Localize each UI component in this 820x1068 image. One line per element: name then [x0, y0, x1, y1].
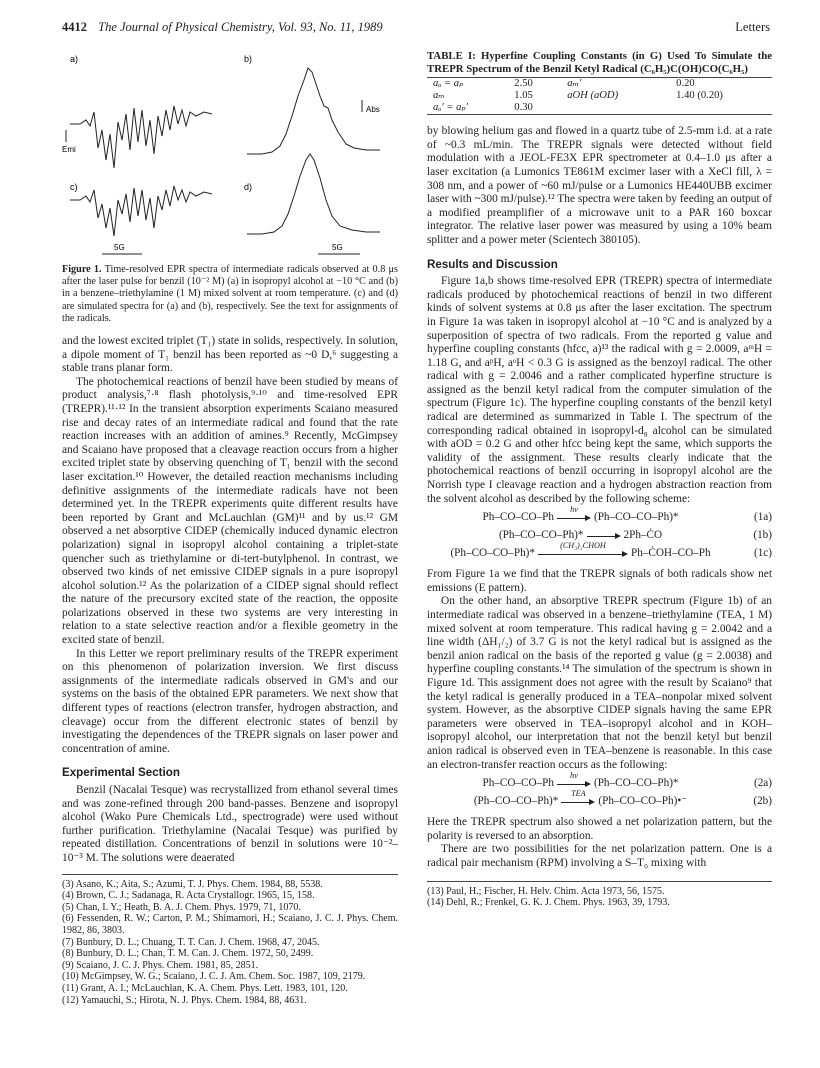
equation-number: (1a) — [753, 511, 772, 524]
paragraph: The photochemical reactions of benzil have been studied by means of product analysis,⁷·⁸ flash photolysis,⁹·¹⁰ and time-resolved EPR (TREPR).¹¹·¹² In the transient absorption experiments Scaiano measured rise and decay rates of an intermediate radical and found that the rate reaction increases with an addition of amines.⁹ Recently, McGimpsey and Scaiano have proposed that a cleavage reaction occurs from a higher excited triplet state by observing quenching of T₁ benzil with the second laser excitation.¹⁰ However, the detailed reaction mechanisms including definitive assignments of the intermediate radicals have not been determined yet. In the TREPR experiments quite different results have been reported by Grant and McLauchlan (GM)¹¹ and by us.¹² GM observed a net absorptive CIDEP (chemically induced dynamic electron polarization) signal in isopropyl alcohol containing a triplet-state quencher such as triethylamine or di-tert-butylphenol. In contrast, we observed two kinds of net emissive CIDEP signals in a pure isopropyl alcohol solution.¹² As the polarization of a CIDEP signal should reflect the nature of the precursory excited state of the reaction, the opposite polarizations observed in these two systems are very interesting in relation to a state selective reaction and/or a flexible geometry in the excited state of benzil. — [62, 375, 398, 647]
figure-caption — [62, 264, 398, 325]
reference: (9) Scaiano, J. C. J. Phys. Chem. 1981, 85, 2851. — [62, 959, 259, 971]
arrow-label: (CH₃)₂CHOH — [560, 540, 606, 550]
paragraph: From Figure 1a we find that the TREPR signals of both radicals show net emissions (E pattern). — [427, 568, 772, 594]
reaction-scheme-1 — [427, 504, 772, 564]
table-row — [427, 102, 772, 115]
label-abs: Abs — [366, 105, 380, 114]
table-cell: aₒ = aₚ — [433, 78, 464, 90]
reaction-scheme-2 — [427, 770, 772, 812]
paragraph: Figure 1a,b shows time-resolved EPR (TREPR) spectra of intermediate radicals produced by photochemical reactions of benzil in two different kinds of solvent systems at 0.8 μs after the laser excitation. The spectrum in Figure 1a was taken in isopropyl alcohol at −10 °C and is analyzed by a superposition of spectra of two radicals. From the reported g value and hyperfine coupling constants (hfcc, a)¹³ the radical with g = 2.0009, aᵐH = 1.18 G, and aᵖH, aᵒH < 0.3 G is assigned as the benzoyl radical. The other radical with g = 2.0046 and a rather complicated hyperfine structure is assigned as the benzil ketyl radical from the computer simulation of the spectrum (Figure 1c). The hyperfine coupling constants of the benzil ketyl radical are determined as summarized in Table I. The spectrum of the corresponding radical obtained in isopropyl-d₈ alcohol can be simulated with aOD = 0.2 G and other hfcc being kept the same, which supports the validity of the assignment. These results clearly indicate that the photochemical reactions of benzil occurring in isopropyl alcohol are the Norrish type I cleavage reaction and a hydrogen abstraction reaction from the solvent alcohol as described by the following scheme: — [427, 275, 772, 505]
table-cell: aₒ′ = aₚ′ — [433, 102, 468, 114]
panel-label-b: b) — [244, 54, 253, 64]
panel-label-c: c) — [70, 182, 78, 192]
table-cell: aOH (aOD) — [567, 90, 619, 102]
arrow-label: hν — [570, 770, 578, 780]
reference: (8) Bunbury, D. L.; Chan, T. M. Can. J. Chem. 1972, 50, 2499. — [62, 948, 314, 960]
figure-1-spectra — [62, 50, 398, 260]
product: (Ph–CO–CO–Ph)* — [593, 777, 679, 790]
arrow-label: TEA — [571, 788, 586, 798]
journal-title: The Journal of Physical Chemistry, Vol. 93, No. 11, 1989 — [98, 20, 383, 34]
caption-label: Figure 1. — [62, 264, 102, 275]
equation-2b — [427, 788, 772, 812]
equation-number: (1c) — [753, 547, 772, 560]
reference: (7) Bunbury, D. L.; Chuang, T. T. Can. J. Chem. 1968, 47, 2045. — [62, 936, 320, 948]
section-heading-results: Results and Discussion — [427, 257, 558, 271]
equation-1a — [427, 504, 772, 528]
equation-number: (1b) — [753, 529, 772, 542]
left-column — [62, 50, 398, 1006]
paragraph: and the lowest excited triplet (T₁) state in solids, respectively. In solution, a dipole moment of T₁ benzil has been reported as ~0 D,⁶ suggesting a stable trans planar form. — [62, 335, 398, 375]
table-cell: 0.30 — [514, 102, 533, 114]
equation-number: (2b) — [753, 795, 772, 808]
reference: (12) Yamauchi, S.; Hirota, N. J. Phys. Chem. 1984, 88, 4631. — [62, 994, 307, 1006]
arrow-label: hν — [570, 504, 578, 514]
product: (Ph–CO–CO–Ph)•⁻ — [598, 795, 688, 808]
equation-number: (2a) — [753, 777, 772, 790]
reactant: (Ph–CO–CO–Ph)* — [498, 529, 584, 542]
paragraph: In this Letter we report preliminary results of the TREPR experiment on this phenomenon of polarization inversion. We first discuss assignments of the intermediate radicals observed in GM's and our systems on the basis of the obtained EPR parameters. We next show that different types of reactions (electron transfer, hydrogen abstraction, and cleavage) occur from the different electronic states of benzil by investigating the dependences of the TREPR signals on laser power and concentration of amine. — [62, 647, 398, 755]
references-right — [427, 881, 772, 909]
table-cell: 1.05 — [514, 90, 533, 102]
reaction-arrow — [561, 788, 595, 807]
table-cell: aₘ — [433, 90, 445, 102]
header-left — [62, 20, 383, 35]
reference: (3) Asano, K.; Aita, S.; Azumi, T. J. Phys. Chem. 1984, 88, 5538. — [62, 878, 323, 890]
reactant: (Ph–CO–CO–Ph)* — [473, 795, 559, 808]
table-row — [427, 78, 772, 91]
right-column — [427, 50, 772, 909]
spectrum-d — [247, 154, 380, 234]
paragraph: by blowing helium gas and flowed in a quartz tube of 2.5-mm i.d. at a rate of ~0.3 mL/min. The TREPR signals were detected without field modulation with a JEOL-FE3X EPR spectrometer at 0.4–1.0 μs after a laser excitation (a Lumonics TE861M excimer laser with a XeCl fill, λ = 308 nm, and a power of ~60 mJ/pulse or a Lumonics HE440UBB excimer laser with ~300 mJ/pulse).¹² The spectra were taken by feeding an output of a modified preamplifier of a microwave unit to a PAR 160 boxcar integrator. The relative laser power was measured by using a 10% beam splitter and a power meter (Scientech 380105). — [427, 125, 772, 246]
reaction-arrow — [538, 540, 628, 559]
equation-1c — [427, 540, 772, 564]
panel-label-a: a) — [70, 54, 79, 64]
scale-label-right: 5G — [332, 243, 343, 252]
figure-1 — [62, 50, 398, 260]
table-cell — [561, 102, 670, 115]
hfc-table — [427, 77, 772, 115]
panel-label-d: d) — [244, 182, 253, 192]
caption-text: Time-resolved EPR spectra of intermediate radicals observed at 0.8 μs after the laser pulse for benzil (10⁻² M) (a) in isopropyl alcohol at −10 °C and (b) in a benzene–triethylamine (1 M) mixed solvent at room temperature. (c) and (d) are simulated spectra for (a) and (b), respectively. See the text for assignments of the radicals. — [62, 264, 398, 324]
label-emi: Emi — [62, 145, 76, 154]
page-number: 4412 — [62, 20, 87, 34]
reference: (14) Dehl, R.; Frenkel, G. K. J. Chem. Phys. 1963, 39, 1793. — [427, 897, 670, 909]
reaction-arrow — [557, 504, 591, 523]
reference: (13) Paul, H.; Fischer, H. Helv. Chim. Acta 1973, 56, 1575. — [427, 885, 665, 897]
references-left — [62, 874, 398, 1007]
reference: (11) Grant, A. I.; McLauchlan, K. A. Chem. Phys. Lett. 1983, 101, 120. — [62, 982, 348, 994]
reference: (10) McGimpsey, W. G.; Scaiano, J. C. J. Am. Chem. Soc. 1987, 109, 2179. — [62, 971, 366, 983]
equation-2a — [427, 770, 772, 794]
product: 2Ph–ĊO — [623, 529, 663, 542]
section-label: Letters — [735, 20, 770, 34]
product: Ph–ĊOH–CO–Ph — [630, 547, 711, 560]
paragraph: There are two possibilities for the net polarization pattern. One is a radical pair mechanism (RPM) involving a S–T₀ mixing with — [427, 843, 772, 869]
table-cell: 1.40 (0.20) — [676, 90, 723, 102]
reactant: Ph–CO–CO–Ph — [482, 511, 554, 524]
scale-label-left: 5G — [114, 243, 125, 252]
reactant: (Ph–CO–CO–Ph)* — [450, 547, 535, 560]
reference: (5) Chan, I. Y.; Heath, B. A. J. Chem. Phys. 1979, 71, 1070. — [62, 901, 301, 913]
reference: (4) Brown, C. J.; Sadanaga, R. Acta Crystallogr. 1965, 15, 158. — [62, 890, 315, 902]
running-header — [62, 20, 770, 38]
reference: (6) Fessenden, R. W.; Carton, P. M.; Shimamori, H.; Scaiano, J. C. J. Phys. Chem. 1982, 86, 3803. — [62, 913, 398, 936]
spectrum-b — [247, 68, 380, 154]
paragraph: Here the TREPR spectrum also showed a net polarization pattern, but the polarity is reversed to an absorption. — [427, 816, 772, 842]
table-cell: aₘ′ — [567, 78, 582, 90]
spectrum-a — [70, 106, 212, 168]
paragraph: Benzil (Nacalai Tesque) was recrystallized from ethanol several times and was zone-refined through 200 band-passes. Benzene and isopropyl alcohol (Wako Pure Chemicals Ltd., spectrograde) were used without further purification. Triethylamine (Nacalai Tesque) was purified by repeated distillation. Concentrations of benzil in solutions were 10⁻²–10⁻³ M. The solutions were deaerated — [62, 784, 398, 864]
table-cell: 2.50 — [514, 78, 533, 90]
table-cell — [670, 102, 772, 115]
section-heading-experimental: Experimental Section — [62, 766, 180, 780]
paragraph: On the other hand, an absorptive TREPR spectrum (Figure 1b) of an intermediate radical was observed in a benzene–triethylamine (TEA, 1 M) mixed solvent at room temperature. This radical having g = 2.0042 and a line width (ΔH₁/₂) of 3.7 G is not the ketyl radical but is assigned as the benzil anion radical on the basis of the reported g value (g = 2.0038) and hyperfine coupling constants.¹⁴ The simulation of the spectrum is shown in Figure 1d. This assignment does not agree with the result by Scaiano⁹ that the ketyl radical is generally produced in a TEA–nonpolar mixed solvent system. However, as the absorptive CIDEP signals having the same EPR parameters were observed in TEA–isopropyl alcohol and in KOH–isopropyl alcohol, our interpretation that not the benzil ketyl but benzil anion radical is observed even in TEA–benzene is reasonable. In this case an electron-transfer reaction occurs as the following: — [427, 595, 772, 771]
product: (Ph–CO–CO–Ph)* — [593, 511, 679, 524]
table-row — [427, 90, 772, 102]
table-title: TABLE I: Hyperfine Coupling Constants (in G) Used To Simulate the TREPR Spectrum of the Benzil Ketyl Radical (C₆H₅)C(OH)CO(C₆H₅) — [427, 50, 772, 75]
spectrum-c — [70, 186, 212, 236]
reactant: Ph–CO–CO–Ph — [482, 777, 554, 790]
table-cell: 0.20 — [676, 78, 695, 90]
